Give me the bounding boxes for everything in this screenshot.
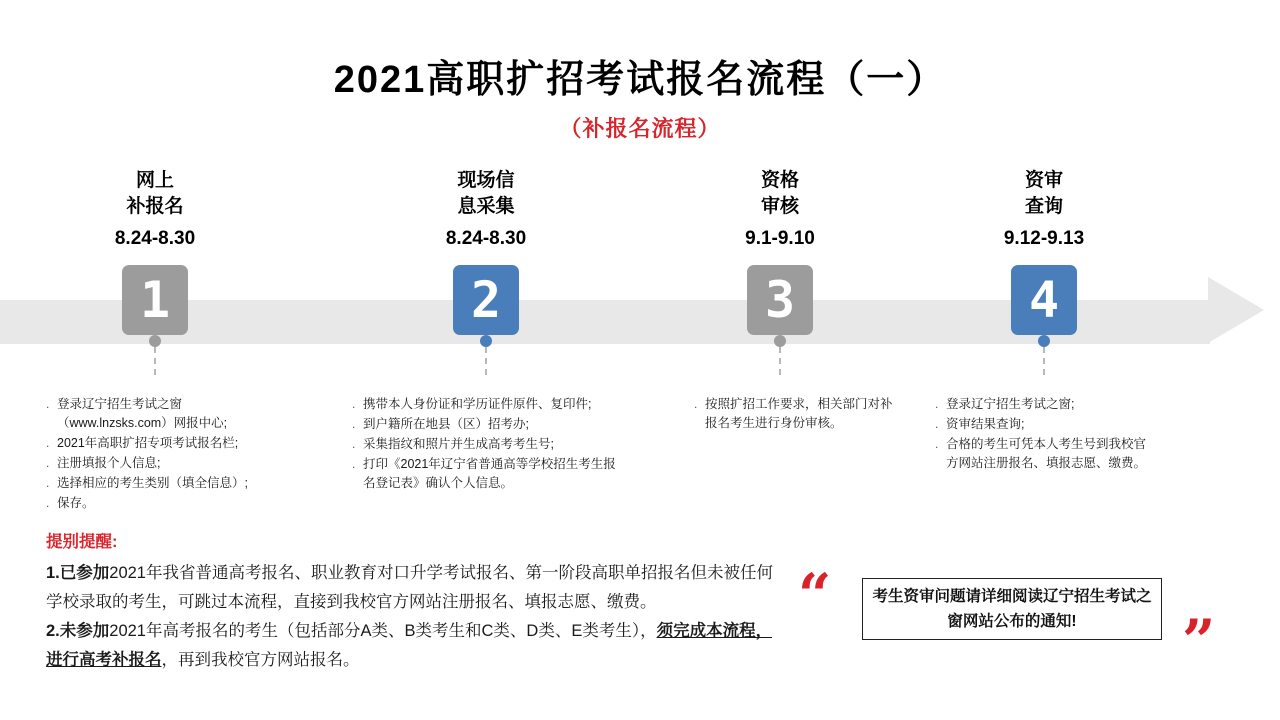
- step-1-date: 8.24-8.30: [114, 228, 196, 249]
- list-item: . 采集指纹和照片并生成高考考生号;: [352, 435, 617, 454]
- note-1-lead: 1.已参加: [46, 564, 110, 582]
- step-4: [929, 168, 1159, 375]
- bullet-dot-icon: .: [935, 397, 939, 411]
- list-item: . 资审结果查询;: [935, 415, 1150, 434]
- arrow-head-icon: [1208, 277, 1264, 343]
- step-1-dashed-line: [154, 347, 156, 375]
- note-2-lead: 2.未参加: [46, 622, 110, 640]
- step-1-connector: [149, 335, 161, 375]
- step-1-number: 1: [122, 265, 188, 335]
- special-notes: [46, 528, 776, 675]
- note-2-emphasis: 须完成本流程，进行高考补报名: [46, 622, 773, 669]
- step-1-dot: [149, 335, 161, 347]
- step-1: [40, 168, 270, 375]
- step-4-number: 4: [1011, 265, 1077, 335]
- step-2-bullets: [352, 395, 617, 494]
- list-item: . 携带本人身份证和学历证件原件、复印件;: [352, 395, 617, 414]
- step-2: [371, 168, 601, 375]
- bullet-dot-icon: .: [46, 436, 50, 450]
- list-item: . 到户籍所在地县（区）招考办;: [352, 415, 617, 434]
- bullet-dot-icon: .: [352, 397, 356, 411]
- bullet-dot-icon: .: [46, 397, 50, 411]
- list-item: . 保存。: [46, 494, 276, 513]
- step-4-connector: [1038, 335, 1050, 375]
- list-item: . 注册填报个人信息;: [46, 454, 276, 473]
- step-2-dashed-line: [485, 347, 487, 375]
- list-item: . 打印《2021年辽宁省普通高等学校招生考生报名登记表》确认个人信息。: [352, 457, 616, 490]
- bullet-dot-icon: .: [694, 397, 698, 411]
- quote-close-icon: ”: [1182, 607, 1216, 675]
- step-4-dashed-line: [1043, 347, 1045, 375]
- list-item: . 选择相应的考生类别（填全信息）;: [46, 474, 276, 493]
- note-2-tail: ，再到我校官方网站报名。: [161, 651, 360, 669]
- page-title: 2021高职扩招考试报名流程（一）: [333, 59, 947, 101]
- step-2-dot: [480, 335, 492, 347]
- bullet-dot-icon: .: [935, 437, 939, 451]
- list-item: . 2021年高职扩招专项考试报名栏;: [46, 434, 276, 453]
- bullet-dot-icon: .: [46, 476, 50, 490]
- step-3: [665, 168, 895, 375]
- note-1-rest: 2021年我省普通高考报名、职业教育对口升学考试报名、第一阶段高职单招报名但未被任何学校录取的考生，可跳过本流程，直接到我校官方网站注册报名、填报志愿、缴费。: [46, 564, 773, 611]
- notes-title: 提别提醒:: [46, 533, 118, 551]
- list-item: . 登录辽宁招生考试之窗;: [935, 395, 1150, 414]
- step-3-dashed-line: [779, 347, 781, 375]
- page-subtitle: （补报名流程）: [559, 116, 721, 141]
- bullet-dot-icon: .: [352, 417, 356, 431]
- step-3-dot: [774, 335, 786, 347]
- step-2-number: 2: [453, 265, 519, 335]
- list-item: . 按照扩招工作要求，相关部门对补报名考生进行身份审核。: [694, 397, 893, 430]
- bullet-dot-icon: .: [352, 437, 356, 451]
- step-4-heading: 资审 查询: [1024, 170, 1063, 217]
- step-3-date: 9.1-9.10: [745, 228, 815, 249]
- step-2-date: 8.24-8.30: [445, 228, 527, 249]
- quote-open-icon: “: [798, 561, 832, 629]
- step-4-bullets: [935, 395, 1150, 474]
- bullet-dot-icon: .: [46, 456, 50, 470]
- note-2-mid: 2021年高考报名的考生（包括部分A类、B类考生和C类、D类、E类考生），: [109, 622, 657, 640]
- bullet-dot-icon: .: [352, 457, 356, 471]
- step-4-dot: [1038, 335, 1050, 347]
- list-item: . 合格的考生可凭本人考生号到我校官方网站注册报名、填报志愿、缴费。: [935, 437, 1147, 470]
- note-item-1: [46, 559, 776, 617]
- step-4-date: 9.12-9.13: [1003, 228, 1085, 249]
- note-item-2: [46, 617, 776, 675]
- step-1-heading: 网上 补报名: [126, 170, 184, 217]
- step-2-heading: 现场信 息采集: [457, 170, 515, 217]
- bullet-dot-icon: .: [46, 496, 50, 510]
- step-1-bullets: [46, 395, 276, 514]
- list-item: . 登录辽宁招生考试之窗（www.lnzsks.com）网报中心;: [46, 397, 228, 430]
- step-2-connector: [480, 335, 492, 375]
- step-3-heading: 资格 审核: [760, 170, 799, 217]
- callout-box: 考生资审问题请详细阅读辽宁招生考试之窗网站公布的通知!: [862, 578, 1162, 640]
- step-3-number: 3: [747, 265, 813, 335]
- step-3-bullets: [694, 395, 899, 434]
- bullet-dot-icon: .: [935, 417, 939, 431]
- step-3-connector: [774, 335, 786, 375]
